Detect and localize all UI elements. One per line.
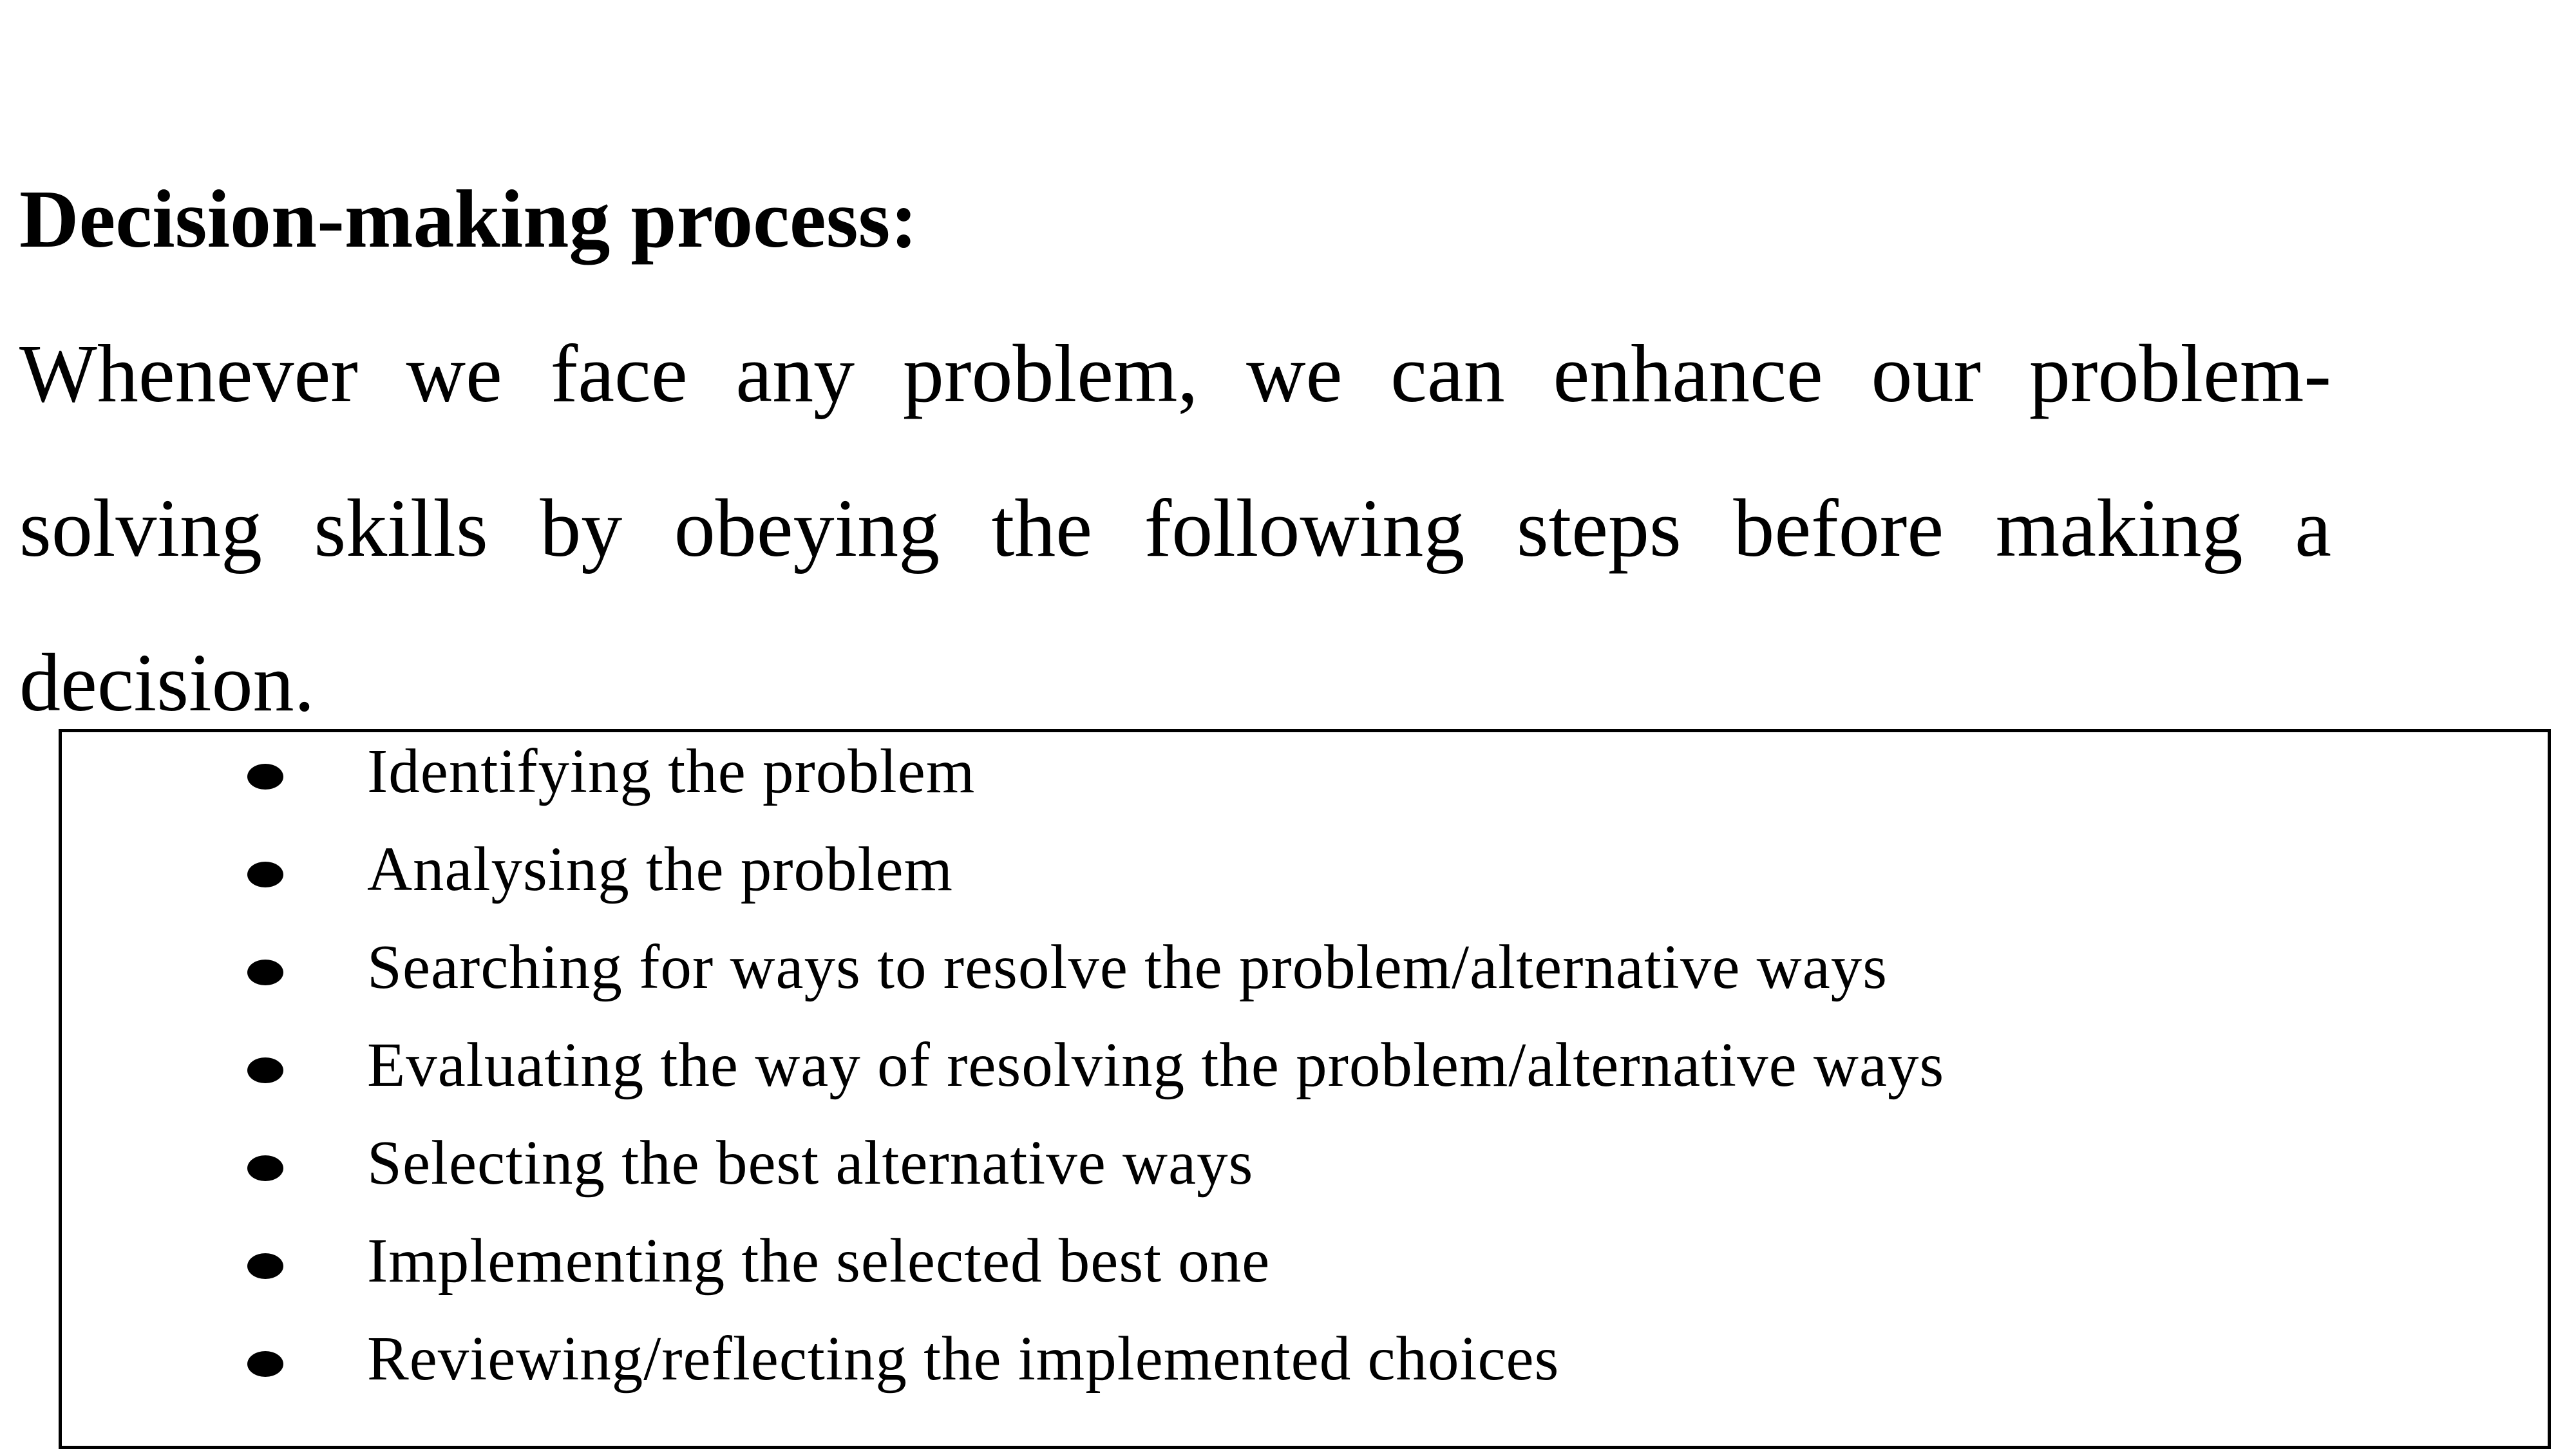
bullet-icon (247, 764, 283, 790)
list-item (62, 1320, 2548, 1397)
step-text: Searching for ways to resolve the problem/alternative ways (367, 933, 1888, 1001)
steps-box (59, 729, 2551, 1449)
list-item (62, 1222, 2548, 1300)
paragraph-line: solving skills by obeying the following steps before making a (19, 482, 2331, 574)
step-text: Analysing the problem (367, 835, 954, 904)
step-text: Reviewing/reflecting the implemented choices (367, 1324, 1560, 1393)
paragraph-line: decision. (19, 637, 315, 728)
bullet-icon (247, 1253, 283, 1279)
list-item (62, 733, 2548, 810)
bullet-icon (247, 960, 283, 985)
step-text: Evaluating the way of resolving the problem/alternative ways (367, 1030, 1945, 1099)
list-item (62, 929, 2548, 1006)
step-text: Selecting the best alternative ways (367, 1128, 1254, 1197)
list-item (62, 1027, 2548, 1104)
section-heading: Decision-making process: (19, 173, 918, 265)
list-item (62, 831, 2548, 908)
bullet-icon (247, 1057, 283, 1083)
bullet-icon (247, 862, 283, 887)
bullet-icon (247, 1351, 283, 1377)
paragraph-line: Whenever we face any problem, we can enhance our problem- (19, 328, 2331, 419)
list-item (62, 1124, 2548, 1202)
step-text: Identifying the problem (367, 737, 976, 806)
step-text: Implementing the selected best one (367, 1226, 1271, 1295)
bullet-icon (247, 1155, 283, 1181)
